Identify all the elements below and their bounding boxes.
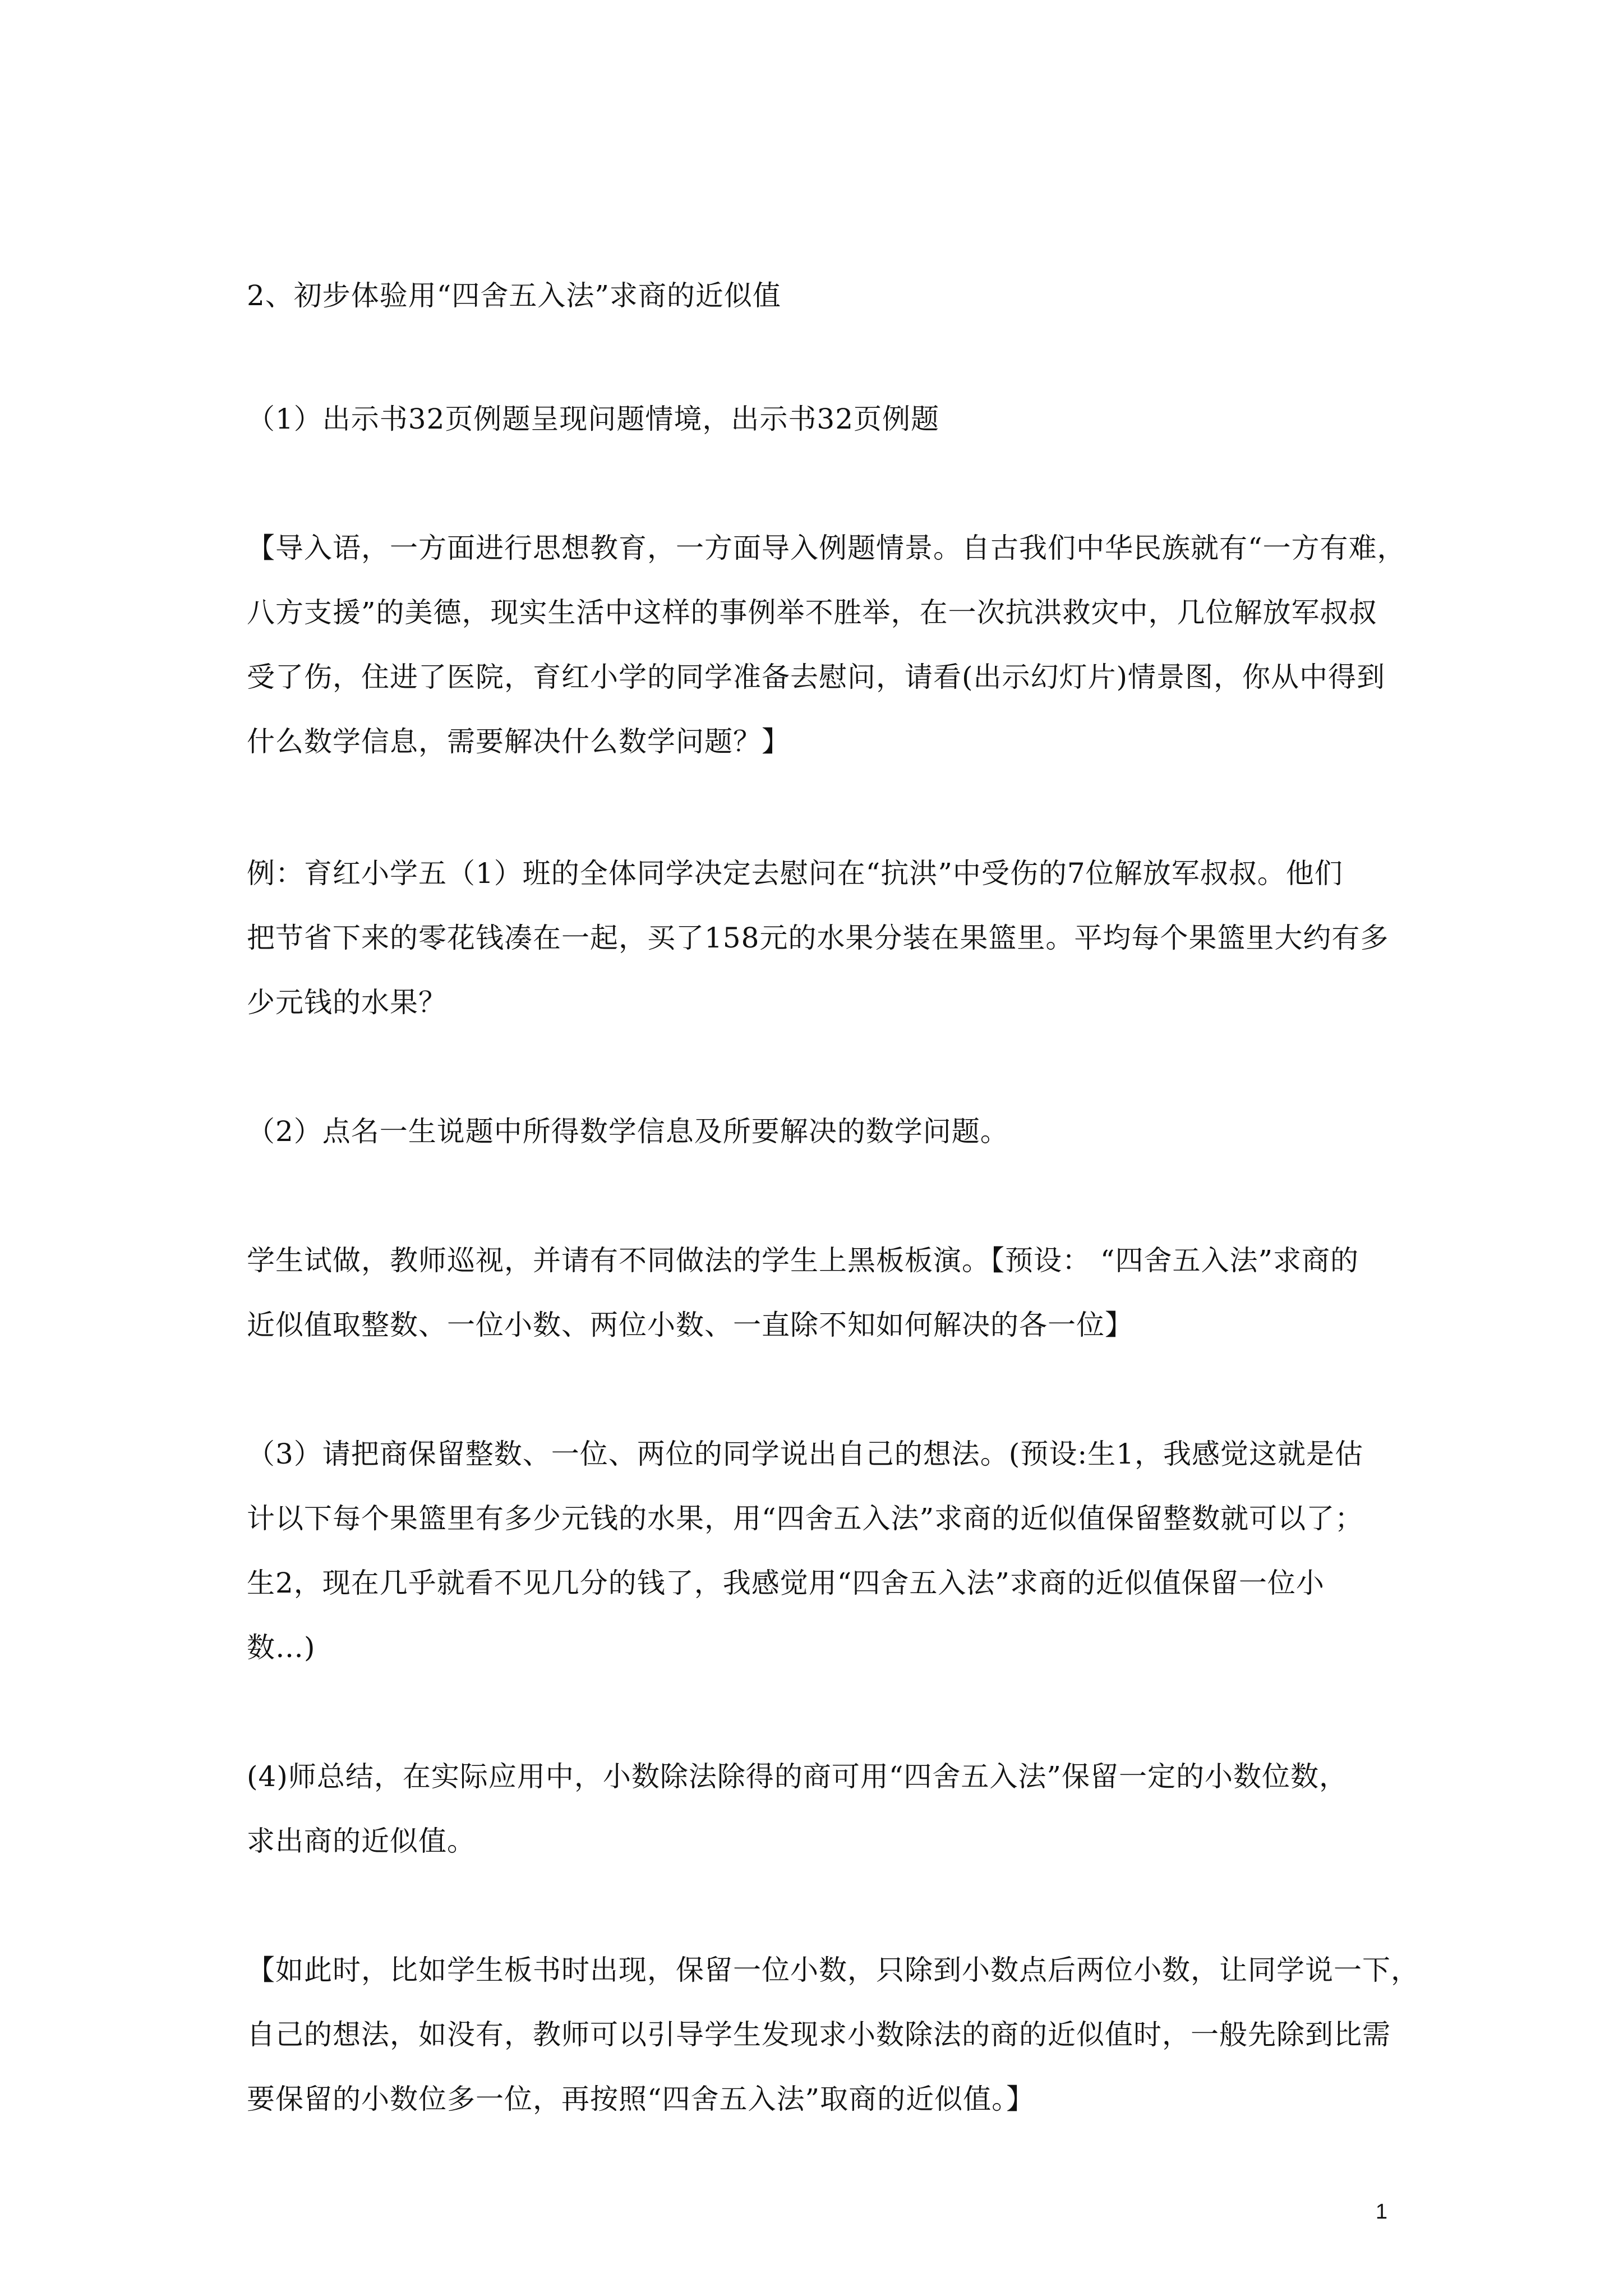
step-4-line: (4)师总结，在实际应用中，小数除法除得的商可用“四舍五入法”保留一定的小数位数， [247,1760,1348,1793]
step-3-line: （3）请把商保留整数、一位、两位的同学说出自己的想法。(预设:生1，我感觉这就是估 [247,1438,1363,1470]
example-paragraph [247,841,1391,1035]
step-4-line: 求出商的近似值。 [247,1825,476,1857]
step-1-paragraph [247,387,1391,452]
closing-note-line: 自己的想法，如没有，教师可以引导学生发现求小数除法的商的近似值时，一般先除到比需 [247,2018,1391,2051]
closing-note-paragraph [247,1938,1419,2132]
example-line: 少元钱的水果？ [247,986,447,1019]
closing-note-line: 要保留的小数位多一位，再按照“四舍五入法”取商的近似值。】 [247,2083,1035,2115]
page-number: 1 [1375,2200,1387,2224]
step-3-paragraph [247,1422,1391,1680]
trial-line: 学生试做，教师巡视，并请有不同做法的学生上黑板板演。【预设： “四舍五入法”求商的 [247,1244,1359,1277]
intro-note-line: 【导入语，一方面进行思想教育，一方面导入例题情景。自古我们中华民族就有“一方有难， [247,532,1406,564]
step-1-text: （1）出示书32页例题呈现问题情境，出示书32页例题 [247,403,940,435]
example-line: 例：育红小学五（1）班的全体同学决定去慰问在“抗洪”中受伤的7位解放军叔叔。他们 [247,857,1343,890]
section-heading-text: 2、初步体验用“四舍五入法”求商的近似值 [247,279,781,312]
example-line: 把节省下来的零花钱凑在一起，买了158元的水果分装在果篮里。平均每个果篮里大约有多 [247,922,1389,954]
section-heading [247,264,1391,328]
step-4-paragraph [247,1745,1391,1874]
intro-note-paragraph [247,516,1406,774]
step-2-text: （2）点名一生说题中所得数学信息及所要解决的数学问题。 [247,1115,1009,1148]
step-2-paragraph [247,1099,1391,1164]
trial-paragraph [247,1228,1391,1358]
trial-line: 近似值取整数、一位小数、两位小数、一直除不知如何解决的各一位】 [247,1309,1133,1341]
closing-note-line: 【如此时，比如学生板书时出现，保留一位小数，只除到小数点后两位小数，让同学说一下， [247,1954,1419,1986]
intro-note-line: 八方支援”的美德，现实生活中这样的事例举不胜举，在一次抗洪救灾中，几位解放军叔叔 [247,596,1377,629]
step-3-line: 生2，现在几乎就看不见几分的钱了，我感觉用“四舍五入法”求商的近似值保留一位小 [247,1567,1325,1599]
step-3-line: 计以下每个果篮里有多少元钱的水果，用“四舍五入法”求商的近似值保留整数就可以了； [247,1502,1364,1535]
step-3-line: 数…) [247,1631,316,1664]
intro-note-line: 什么数学信息，需要解决什么数学问题？】 [247,725,790,758]
intro-note-line: 受了伤，住进了医院，育红小学的同学准备去慰问，请看(出示幻灯片)情景图，你从中得到 [247,661,1386,693]
